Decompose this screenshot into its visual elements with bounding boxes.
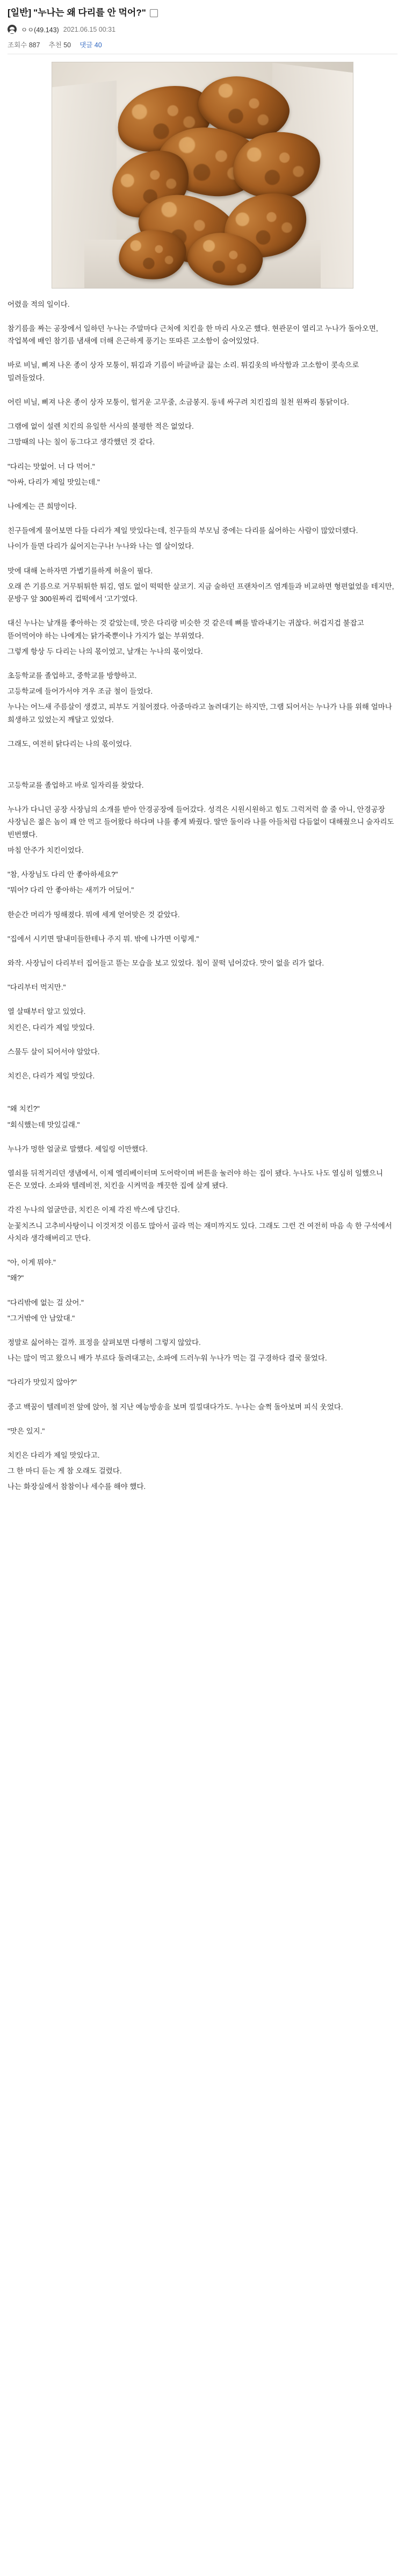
body-paragraph: 한순간 머리가 띵해졌다. 뭐에 세게 얻어맞은 것 같았다.: [8, 910, 180, 919]
views-label: 조회수: [8, 41, 27, 49]
paragraph-spacer: [8, 753, 397, 762]
body-paragraph: 누나는 어느새 주름살이 생겼고, 피부도 거칠어졌다. 아줌마라고 놀려대기는 하지만, 그램 되어서는 누나가 나를 위해 얼마나 희생하고 있었는지 깨달고 있었다.: [8, 703, 394, 724]
paragraph-spacer: [8, 1248, 397, 1256]
body-paragraph: "다리가 맛있지 않아?": [8, 1378, 77, 1387]
body-paragraph: "참, 사장님도 다리 안 좋아하세요?": [8, 870, 118, 879]
paragraph-spacer: [8, 924, 397, 933]
views-stat: [8, 40, 40, 49]
paragraph-spacer: [8, 412, 397, 420]
paragraph-spacer: [8, 1368, 397, 1376]
comments-value: 40: [94, 41, 102, 49]
body-paragraph: 대신 누나는 날개를 좋아하는 것 같았는데, 맛은 다리랑 비슷한 것 같은데 뼈를 발라내기는 귀찮다. 허겁지겁 불잡고 뜯어먹어야 하는 나에게는 닭가죽뿐이나 가지가 없는 부위였다.: [8, 619, 366, 640]
body-paragraph: 맛에 대해 논하자면 가볍기를하게 허울이 필다.: [8, 566, 153, 575]
body-paragraph: "뭐어? 다리 안 좋아하는 새끼가 어딨어.": [8, 886, 134, 895]
author-name[interactable]: ㅇㅇ(49.143): [21, 26, 59, 34]
avatar: [8, 25, 17, 34]
paragraph-spacer: [8, 973, 397, 981]
paragraph-spacer: [8, 1159, 397, 1167]
paragraph-spacer: [8, 608, 397, 617]
body-paragraph: "맛은 있지.": [8, 1427, 45, 1435]
paragraph-spacer: [8, 729, 397, 738]
post-stats: [8, 40, 397, 54]
body-paragraph: 치킨은, 다리가 제일 맛있다.: [8, 1023, 95, 1032]
body-paragraph: 그래도, 여전히 닭다리는 나의 몫이었다.: [8, 739, 132, 748]
body-paragraph: 눈꽃치즈니 고추비사탕이니 이것저것 이름도 많아서 골라 먹는 재미까지도 있다. 그래도 그런 건 여전히 마음 속 한 구석에서 사치라 생각해버리고 만다.: [8, 1221, 394, 1242]
body-paragraph: 누나가 다니던 공장 사장님의 소개를 받아 안경공장에 들어갔다. 성격은 시원시원하고 힘도 그럭저럭 쓸 줄 아니, 안경공장 사장님은 젊은 놈이 꽤 안 먹고 들어왔다 하다며 나를 좋게 봐줬다. 딸만 둘이라 나를 아들처럼 다듬없이 대해줬으니 술자리도 빈번했다.: [8, 805, 396, 839]
body-paragraph: 정말로 싫어하는 걸까. 표정을 살펴보면 다행히 그렇지 않았다.: [8, 1338, 201, 1347]
body-paragraph: 열 살때부터 알고 있었다.: [8, 1008, 86, 1016]
paragraph-spacer: [8, 1134, 397, 1143]
post-category-tag[interactable]: [일반]: [8, 8, 32, 18]
paragraph-spacer: [8, 452, 397, 460]
body-paragraph: 그 한 마디 듣는 게 참 오래도 걸렸다.: [8, 1467, 122, 1476]
body-paragraph: 친구들에게 물어보면 다들 다리가 제일 맛있다는데, 친구들의 부모님 중에는 다리를 싫어하는 사람이 많았더랬다.: [8, 527, 358, 535]
post-meta: [8, 25, 397, 34]
body-paragraph: "다리는 맛없어. 너 다 먹어.": [8, 462, 95, 471]
paragraph-spacer: [8, 387, 397, 396]
body-paragraph: 오래 쓴 기름으로 거무튀튀한 튀김, 염도 없이 떡떡한 살코기. 지금 술하던 프랜차이즈 염계들과 비교하면 형편없었을 테지만, 문방구 앞 300원짜리 컵떡에서 '고기'였다.: [8, 582, 396, 603]
paragraph-spacer: [8, 860, 397, 868]
body-paragraph: "다리밖에 없는 걸 샀어.": [8, 1298, 84, 1307]
post-title-row: [8, 6, 397, 19]
body-paragraph: 그램에 없이 설렌 치킨의 유일한 서사의 불평한 적은 없었다.: [8, 422, 194, 431]
body-paragraph: 그렇게 항상 두 다리는 나의 몫이었고, 날개는 누나의 몫이었다.: [8, 647, 203, 656]
paragraph-spacer: [8, 492, 397, 500]
recommend-label: 추천: [48, 41, 62, 49]
body-paragraph: 스물두 살이 되어서야 알았다.: [8, 1047, 100, 1056]
paragraph-spacer: [8, 997, 397, 1005]
paragraph-spacer: [8, 1094, 397, 1103]
paragraph-spacer: [8, 1195, 397, 1204]
fried-chicken-photo[interactable]: [52, 62, 353, 289]
paragraph-spacer: [8, 314, 397, 322]
paragraph-spacer: [8, 762, 397, 771]
paragraph-spacer: [8, 1288, 397, 1297]
paragraph-spacer: [8, 1061, 397, 1070]
paragraph-spacer: [8, 948, 397, 957]
paragraph-spacer: [8, 771, 397, 779]
body-paragraph: "다리부터 먹지만.": [8, 983, 66, 992]
body-paragraph: "집에서 시키면 딸내미들한테나 주지 뭐. 밖에 나가면 이렇게.": [8, 934, 199, 943]
paragraph-spacer: [8, 516, 397, 524]
body-paragraph: 와작. 사장님이 다리부터 집어들고 뜯는 모습을 보고 있었다. 침이 꿀떡 넘어갔다. 맛이 없을 리가 없다.: [8, 959, 324, 968]
body-paragraph: 그맘때의 나는 칠이 동그다고 생각했던 것 같다.: [8, 438, 155, 447]
body-paragraph: 나이가 들면 다리가 싫어지는구나! 누나와 나는 열 살이었다.: [8, 542, 194, 551]
post-date: 2021.06.15 00:31: [63, 25, 116, 33]
paragraph-spacer: [8, 1085, 397, 1094]
paragraph-spacer: [8, 900, 397, 909]
body-paragraph: 어린 비닐, 삐져 나온 종이 상자 모퉁이, 헐거운 고무줄, 소금봉지. 동네 싸구려 치킨집의 칠천 원짜리 통닭이다.: [8, 398, 349, 406]
paragraph-spacer: [8, 1416, 397, 1425]
body-paragraph: 고등학교에 들어가서야 겨우 조금 철이 들었다.: [8, 687, 153, 696]
body-paragraph: "그거밖에 안 남았대.": [8, 1314, 75, 1322]
comments-label: 댓글: [79, 41, 93, 49]
body-paragraph: 나는 많이 먹고 왔으니 배가 부르다 둘려대고는, 소파에 드러누워 누나가 먹는 걸 구경하다 결국 물었다.: [8, 1354, 327, 1363]
paragraph-spacer: [8, 1037, 397, 1046]
body-paragraph: 치킨은, 다리가 제일 맛있다.: [8, 1072, 95, 1081]
body-paragraph: 나는 화장실에서 참참이나 세수를 해야 했다.: [8, 1483, 146, 1491]
views-value: 887: [28, 41, 40, 49]
recommend-value: 50: [63, 41, 71, 49]
body-paragraph: 초등학교를 졸업하고, 중학교를 방향하고.: [8, 671, 137, 680]
body-paragraph: 각진 누나의 얼굴만큼, 치킨은 이제 각진 박스에 담긴다.: [8, 1206, 180, 1214]
body-paragraph: 바로 비닐, 삐져 나온 종이 상자 모퉁이, 튀김과 기름이 바글바글 끓는 소리. 튀김옷의 바삭함과 고소함이 콧속으로 밀려들었다.: [8, 361, 361, 382]
body-paragraph: "왜 치킨?": [8, 1105, 40, 1113]
body-paragraph: "왜?": [8, 1274, 24, 1283]
body-paragraph: "회식했는데 맛있길래.": [8, 1120, 80, 1129]
page-title: "누나는 왜 다리를 안 먹어?": [33, 8, 146, 18]
paragraph-spacer: [8, 1328, 397, 1336]
comments-stat[interactable]: [79, 40, 102, 49]
paragraph-spacer: [8, 1392, 397, 1401]
body-paragraph: 치킨은 다리가 제일 맛있다고.: [8, 1451, 100, 1460]
body-paragraph: 중고 백꿈이 텔레비전 앞에 앉아, 철 지난 예능방송을 보며 낄낄대다가도. 누나는 슬쩍 돌아보며 피식 웃었다.: [8, 1402, 343, 1411]
body-paragraph: 열쇠를 뒤적거리던 생냄에서, 이제 엘리베이터며 도어락이며 버튼을 눌러야 하는 집이 됐다. 누나도 나도 열심히 일했으니 돈은 모였다. 소파와 텔레비전, 치킨을 시켜먹을 깨끗한 집에 살게 됐다.: [8, 1169, 385, 1190]
paragraph-spacer: [8, 350, 397, 359]
body-paragraph: "아싸, 다리가 제일 맛있는데.": [8, 478, 100, 486]
post-image-container: [0, 62, 405, 289]
body-paragraph: 나에게는 큰 희망이다.: [8, 502, 77, 510]
paragraph-spacer: [8, 661, 397, 670]
body-paragraph: 참기름을 짜는 공장에서 일하던 누나는 주말마다 근처에 치킨을 한 마리 사오곤 했다. 현관문이 열리고 누나가 돌아오면, 작업복에 배인 참기름 냄새에 더해 은근하게 풍기는 또따른 고소함이 숨어있었다.: [8, 325, 380, 346]
paragraph-spacer: [8, 1441, 397, 1449]
body-paragraph: 어렸을 적의 일이다.: [8, 300, 70, 308]
body-paragraph: 마침 안주가 치킨이었다.: [8, 846, 84, 854]
body-paragraph: 누나가 멍한 얼굴로 말했다. 셰일링 이만했다.: [8, 1145, 148, 1153]
post-header: [0, 0, 405, 54]
image-attachment-icon: [150, 9, 158, 17]
paragraph-spacer: [8, 556, 397, 565]
post-body: [0, 298, 405, 1510]
body-paragraph: 고등학교를 졸업하고 바로 일자리를 찾았다.: [8, 781, 144, 790]
recommend-stat[interactable]: [49, 40, 71, 49]
paragraph-spacer: [8, 795, 397, 803]
body-paragraph: "아, 이게 뭐야.": [8, 1258, 56, 1267]
